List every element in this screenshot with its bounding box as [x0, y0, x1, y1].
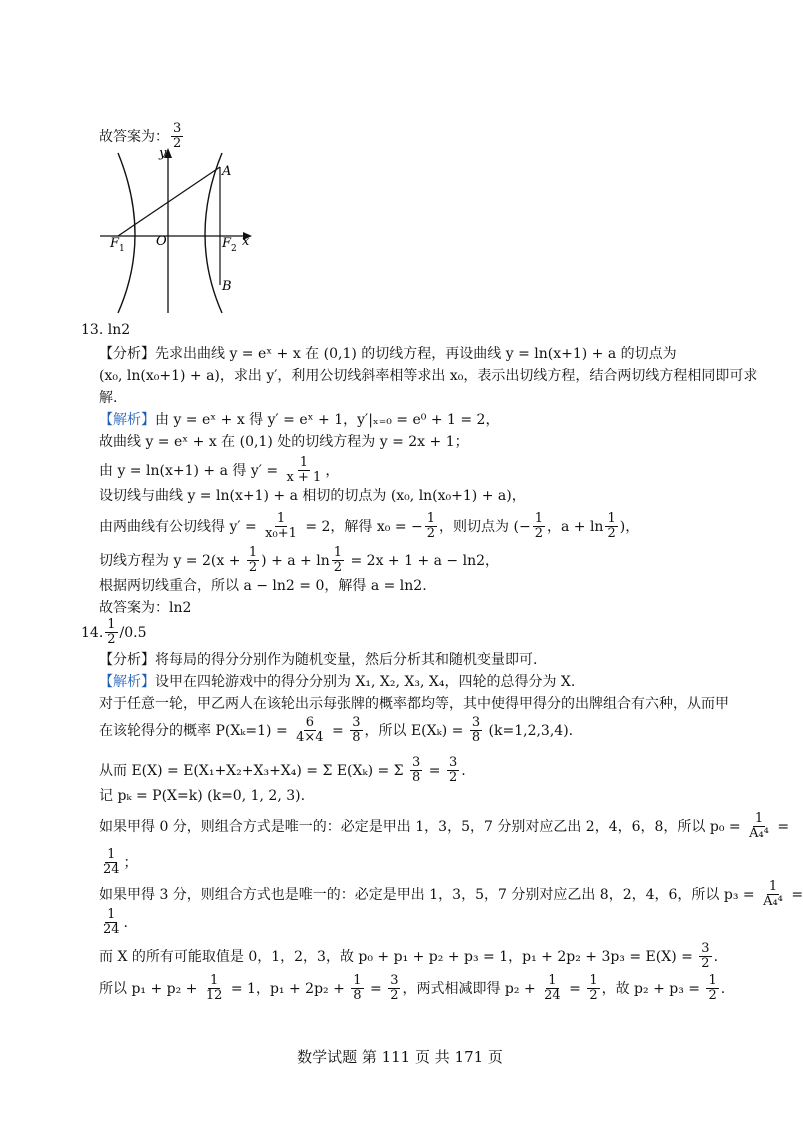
- x-label: x: [242, 234, 250, 249]
- q13-solution-line-3: 由 y = ln(x+1) + a 得 y′ = $\frac{1}{x + 1}$ ，: [99, 455, 340, 486]
- fraction: $\frac{3}{2}$: [173, 121, 182, 152]
- q14-solution-line-3: 在该轮得分的概率 P(Xₖ=1) = $\frac{6}{4\times 4}$ = $\frac{3}{8}$ ，所以 E(Xₖ) = $\frac{3}{8}$ (k=1,2,3,4).: [99, 715, 574, 746]
- q13-analysis-line-3: 解.: [99, 390, 118, 406]
- f1-label: F: [110, 236, 120, 251]
- solution-tag: 【解析】: [99, 674, 155, 690]
- y-label: y: [159, 146, 167, 161]
- f2-label: F: [222, 236, 232, 251]
- point-a-label: A: [222, 164, 232, 179]
- q14-solution-line-4: 从而 E(X) = E(X₁+X₂+X₃+X₄) = Σ E(Xₖ) = Σ $\frac{3}{8}$ = $\frac{3}{2}$ .: [99, 755, 466, 786]
- q13-number: 13. ln2: [81, 322, 131, 338]
- q13-solution-line-6: 切线方程为 y = 2(x + $\frac{1}{2}$ ) + a + ln $\frac{1}{2}$ = 2x + 1 + a − ln2，: [99, 545, 500, 576]
- solution-tag: 【解析】: [99, 412, 155, 428]
- q13-solution-line-7: 根据两切线重合，所以 a − ln2 = 0，解得 a = ln2.: [99, 578, 427, 594]
- point-b-label: B: [222, 279, 232, 294]
- origin-label: O: [156, 234, 167, 249]
- q14-solution-line-6: 如果甲得 0 分，则组合方式是唯一的：必定是甲出 1，3，5，7 分别对应乙出 2，4，6，8，所以 p₀ = $\frac{1}{\text{A₄⁴}}$ =: [99, 811, 790, 842]
- q14-solution-line-2: 对于任意一轮，甲乙两人在该轮出示每张牌的概率都均等，其中使得甲得分的出牌组合有六种，从而甲: [99, 696, 729, 712]
- f1-subscript: 1: [119, 244, 125, 254]
- q14-solution-line-9: $\frac{1}{24}$ .: [103, 907, 128, 938]
- q13-solution-line-4: 设切线与曲线 y = ln(x+1) + a 相切的切点为 (x₀, ln(x₀+1) + a)，: [99, 488, 526, 504]
- q14-number: 14. $\frac{1}{2}$ /0.5: [81, 617, 147, 648]
- q14-solution-line-5: 记 pₖ = P(X=k) (k=0, 1, 2, 3).: [99, 788, 306, 804]
- q13-solution-line-8: 故答案为：ln2: [99, 600, 192, 616]
- q13-solution-line-2: 故曲线 y = eˣ + x 在 (0,1) 处的切线方程为 y = 2x + 1；: [99, 434, 469, 450]
- q14-solution-line-10: 而 X 的所有可能取值是 0，1，2，3，故 p₀ + p₁ + p₂ + p₃ = 1，p₁ + 2p₂ + 3p₃ = E(X) = $\frac{3}{2}$ .: [99, 941, 719, 972]
- q13-analysis-line-2: (x₀, ln(x₀+1) + a)，求出 y′，利用公切线斜率相等求出 x₀，表示出切线方程，结合两切线方程相同即可求: [99, 368, 758, 384]
- f2-subscript: 2: [231, 244, 237, 254]
- q13-solution-line-5: 由两曲线有公切线得 y′ = $\frac{1}{\text{x₀+1}}$ = 2，解得 x₀ = − $\frac{1}{2}$ ，则切点为 (− $\frac{1}{2}$ ，a + ln $\frac{1}{2}$ )，: [99, 511, 640, 542]
- q13-analysis-line-1: 【分析】先求出曲线 y = eˣ + x 在 (0,1) 的切线方程，再设曲线 y = ln(x+1) + a 的切点为: [99, 346, 677, 362]
- q14-analysis: 【分析】将每局的得分分别作为随机变量，然后分析其和随机变量即可.: [99, 652, 538, 668]
- previous-answer: 故答案为： $\frac{3}{2}$: [99, 121, 182, 152]
- q13-solution-line-1: 【解析】由 y = eˣ + x 得 y′ = eˣ + 1，y′|ₓ₌₀ = e⁰ + 1 = 2，: [99, 412, 500, 428]
- q14-solution-line-7: $\frac{1}{24}$ ；: [103, 847, 138, 878]
- page-footer: 数学试题 第 111 页 共 171 页: [297, 1048, 503, 1066]
- left-branch: [118, 153, 135, 313]
- hyperbola-figure: [98, 145, 258, 315]
- q14-solution-line-1: 【解析】设甲在四轮游戏中的得分分别为 X₁, X₂, X₃, X₄，四轮的总得分为 X.: [99, 674, 576, 690]
- q14-solution-line-8: 如果甲得 3 分，则组合方式也是唯一的：必定是甲出 1，3，5，7 分别对应乙出 8，2，4，6，所以 p₃ = $\frac{1}{\text{A₄⁴}}$ =: [99, 879, 803, 910]
- q14-solution-line-11: 所以 p₁ + p₂ + $\frac{1}{12}$ = 1，p₁ + 2p₂ + $\frac{1}{8}$ = $\frac{3}{2}$ ，两式相减即得 p₂ + $\frac{1}{24}$ = $\frac{1}{2}$ ，故 p₂ + p₃ = $\frac{1}{2}$ .: [99, 973, 726, 1004]
